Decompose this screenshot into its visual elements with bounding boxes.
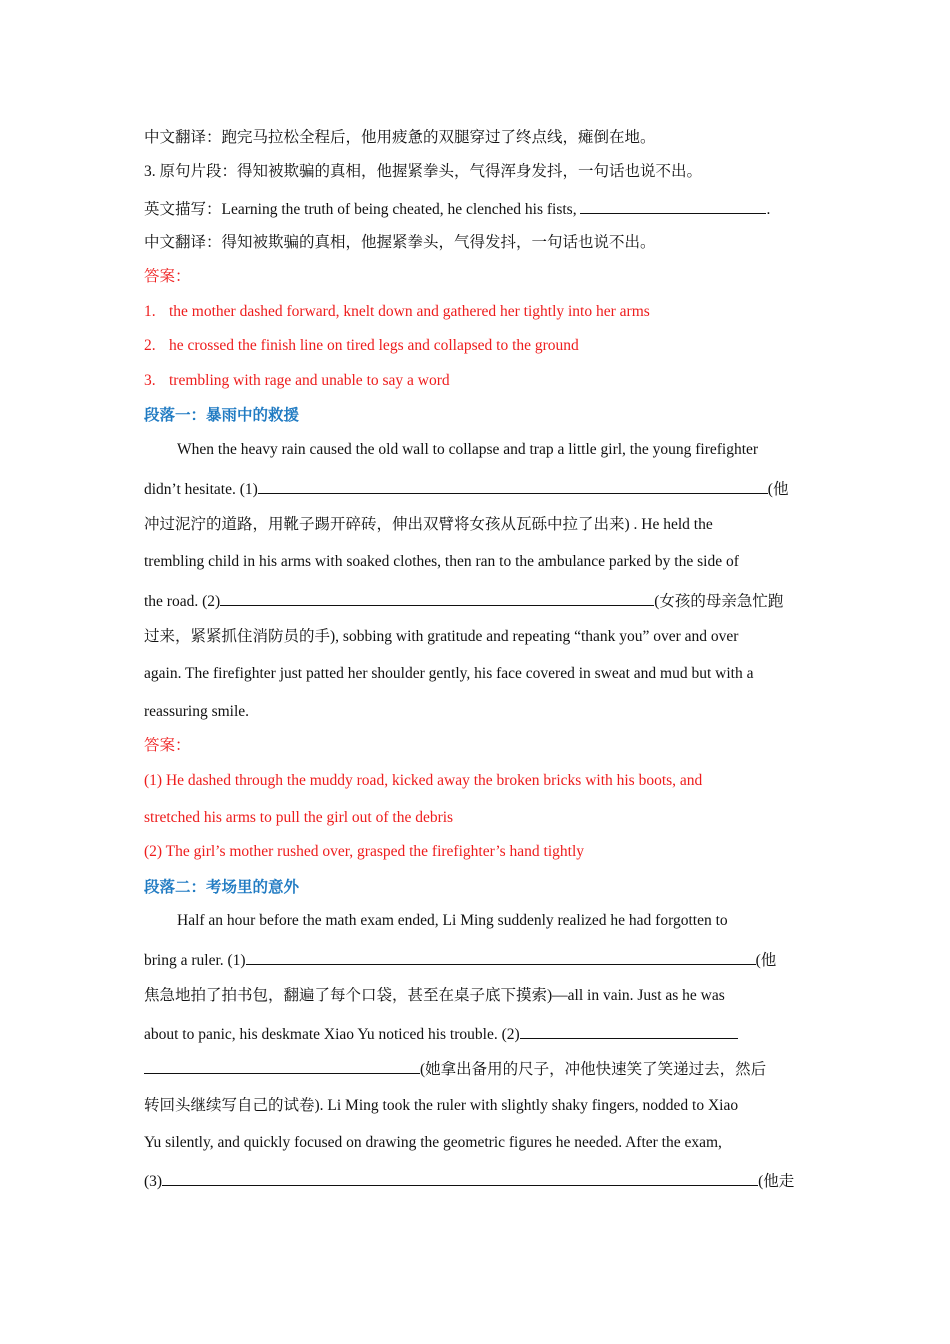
item-3-answer-blank[interactable] [580, 198, 766, 214]
p1-line-5 [144, 590, 783, 612]
p1-line-5-post: (女孩的母亲急忙跑 [654, 593, 784, 610]
answer-item-2 [144, 336, 579, 356]
p2-line-6: 转回头继续写自己的试卷). Li Ming took the ruler with slightly shaky fingers, nodded to Xiao [144, 1097, 739, 1114]
p1-line-7: again. The firefighter just patted her shoulder gently, his face covered in sweat and mud but with a [144, 665, 754, 682]
p2-line-1: Half an hour before the math exam ended, Li Ming suddenly realized he had forgotten to [177, 912, 728, 929]
item-3-english-prefix: 英文描写：Learning the truth of being cheated, he clenched his fists, [144, 201, 577, 218]
p1-line-2-pre: didn’t hesitate. (1) [144, 481, 258, 498]
item-3-english-suffix: . [766, 201, 771, 218]
p2-line-4-pre: about to panic, his deskmate Xiao Yu noticed his trouble. (2) [144, 1026, 520, 1043]
answer-item-3 [144, 371, 450, 391]
p1-line-3: 冲过泥泞的道路，用靴子踢开碎砖，伸出双臂将女孩从瓦砾中拉了出来) . He held the [144, 516, 713, 533]
translation-line-2: 中文翻译：跑完马拉松全程后，他用疲惫的双腿穿过了终点线，瘫倒在地。 [144, 129, 656, 146]
paragraph-2-heading: 段落二：考场里的意外 [144, 879, 300, 896]
p1-blank-1[interactable] [258, 478, 768, 494]
p2-line-8 [144, 1170, 794, 1192]
answer-text: trembling with rage and unable to say a word [169, 372, 450, 389]
p1-line-1: When the heavy rain caused the old wall to collapse and trap a little girl, the young firefighter [177, 441, 759, 458]
answer-item-1 [144, 302, 650, 322]
p2-line-2 [144, 949, 776, 971]
answer-number: 2. [144, 337, 156, 354]
p2-line-8-pre: (3) [144, 1173, 163, 1190]
answer-number: 1. [144, 303, 156, 320]
p2-line-3: 焦急地拍了拍书包，翻遍了每个口袋，甚至在桌子底下摸索)—all in vain. Just as he was [144, 987, 725, 1004]
p2-line-5-post: (她拿出备用的尺子，冲他快速笑了笑递过去，然后 [420, 1061, 767, 1078]
p2-blank-3[interactable] [162, 1170, 758, 1186]
p2-blank-2-start[interactable] [520, 1023, 738, 1039]
p1-line-6: 过来，紧紧抓住消防员的手), sobbing with gratitude and repeating “thank you” over and over [144, 628, 739, 645]
p2-blank-2-end[interactable] [144, 1058, 420, 1074]
p1-answer-1-line-2: stretched his arms to pull the girl out of the debris [144, 809, 454, 826]
p1-line-2 [144, 478, 788, 500]
answer-number: 3. [144, 372, 156, 389]
p2-line-8-post: (他走 [758, 1173, 795, 1190]
p1-blank-2[interactable] [220, 590, 654, 606]
p1-answer-2: (2) The girl’s mother rushed over, grasped the firefighter’s hand tightly [144, 843, 585, 860]
item-3-original: 3. 原句片段：得知被欺骗的真相，他握紧拳头，气得浑身发抖，一句话也说不出。 [144, 163, 703, 180]
p2-line-7: Yu silently, and quickly focused on drawing the geometric figures he needed. After the exam, [144, 1134, 722, 1151]
p1-line-2-post: (他 [767, 481, 789, 498]
p2-line-4 [144, 1023, 738, 1045]
p1-line-4: trembling child in his arms with soaked clothes, then ran to the ambulance parked by the side of [144, 553, 739, 570]
answer-text: he crossed the finish line on tired legs and collapsed to the ground [169, 337, 579, 354]
item-3-english [144, 198, 770, 220]
paragraph-1-heading: 段落一：暴雨中的救援 [144, 407, 300, 424]
p1-answer-1-line-1: (1) He dashed through the muddy road, kicked away the broken bricks with his boots, and [144, 772, 703, 789]
p1-line-5-pre: the road. (2) [144, 593, 221, 610]
item-3-translation: 中文翻译：得知被欺骗的真相，他握紧拳头，气得发抖，一句话也说不出。 [144, 234, 656, 251]
p1-line-8: reassuring smile. [144, 703, 250, 720]
p2-line-2-post: (他 [755, 952, 777, 969]
p1-answer-label: 答案： [144, 737, 191, 754]
p2-blank-1[interactable] [246, 949, 756, 965]
answers-label: 答案： [144, 268, 191, 285]
answer-text: the mother dashed forward, knelt down and gathered her tightly into her arms [169, 303, 650, 320]
p2-line-2-pre: bring a ruler. (1) [144, 952, 246, 969]
p2-line-5 [144, 1058, 766, 1080]
